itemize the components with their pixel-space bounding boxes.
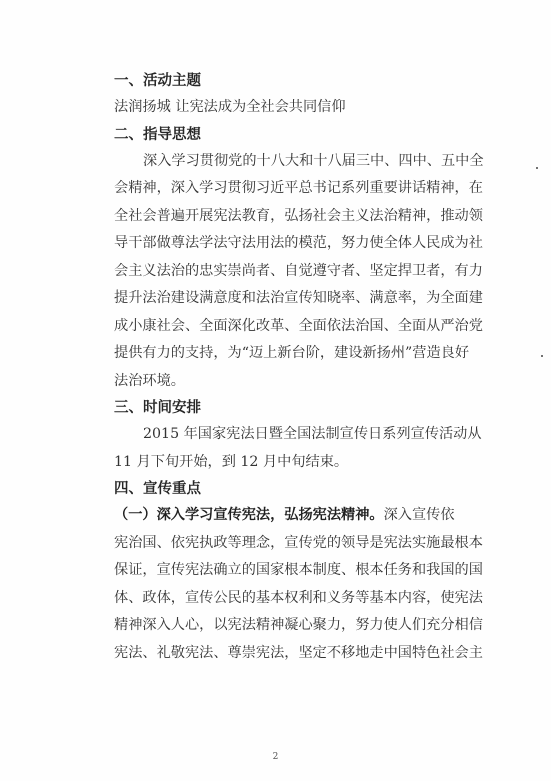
paragraph-line: 11 月下旬开始，到 12 月中旬结束。 [114,453,349,470]
paragraph-line: 2015 年国家宪法日暨全国法制宣传日系列宣传活动从 [143,426,482,442]
theme-text: 法润扬城 让宪法成为全社会共同信仰 [114,99,346,115]
focus-lead-line [114,502,474,530]
paragraph-line: 精神深入人心，以宪法精神凝心聚力，努力使人们充分相信 [114,617,483,633]
paragraph-line: 提供有力的支持，为“迈上新台阶，建设新扬州”营造良好 [114,345,470,361]
paragraph-line: 会精神，深入学习贯彻习近平总书记系列重要讲话精神，在 [114,180,483,196]
section-heading-theme: 一、活动主题 [114,73,201,89]
paragraph-line: 导干部做尊法学法守法用法的模范，努力使全体人民成为社 [114,235,483,251]
document-body [114,68,484,667]
paragraph-line: 法治环境。 [114,372,185,389]
paragraph-line: 提升法治建设满意度和法治宣传知晓率、满意率，为全面建 [114,290,483,306]
paragraph-line: 宪法、礼敬宪法、尊崇宪法，坚定不移地走中国特色社会主 [114,644,483,661]
focus-lead-bold: （一）深入学习宣传宪法，弘扬宪法精神。 [114,507,384,523]
paragraph-line: 会主义法治的忠实崇尚者、自觉遵守者、坚定捍卫者，有力 [114,262,483,279]
section-heading-schedule: 三、时间安排 [114,400,201,416]
paragraph-line: 全社会普遍开展宪法教育，弘扬社会主义法治精神，推动领 [114,207,483,224]
paragraph-line: 宪治国、依宪执政等理念，宣传党的领导是宪法实施最根本 [114,534,483,551]
paragraph-line: 保证，宣传宪法确立的国家根本制度、根本任务和我国的国 [114,562,483,578]
focus-lead-rest: 深入宣传依 [383,507,455,523]
paragraph-line: 体、政体，宣传公民的基本权利和义务等基本内容，使宪法 [114,589,483,606]
paragraph-line: 深入学习贯彻党的十八大和十八届三中、四中、五中全 [143,152,484,169]
paragraph-line: 成小康社会、全面深化改革、全面依法治国、全面从严治党 [114,317,483,334]
section-heading-guiding-thought: 二、指导思想 [114,126,201,143]
scan-speck [541,355,543,357]
section-heading-focus: 四、宣传重点 [114,481,201,497]
scan-speck [536,167,538,169]
page-number: 2 [272,752,279,762]
